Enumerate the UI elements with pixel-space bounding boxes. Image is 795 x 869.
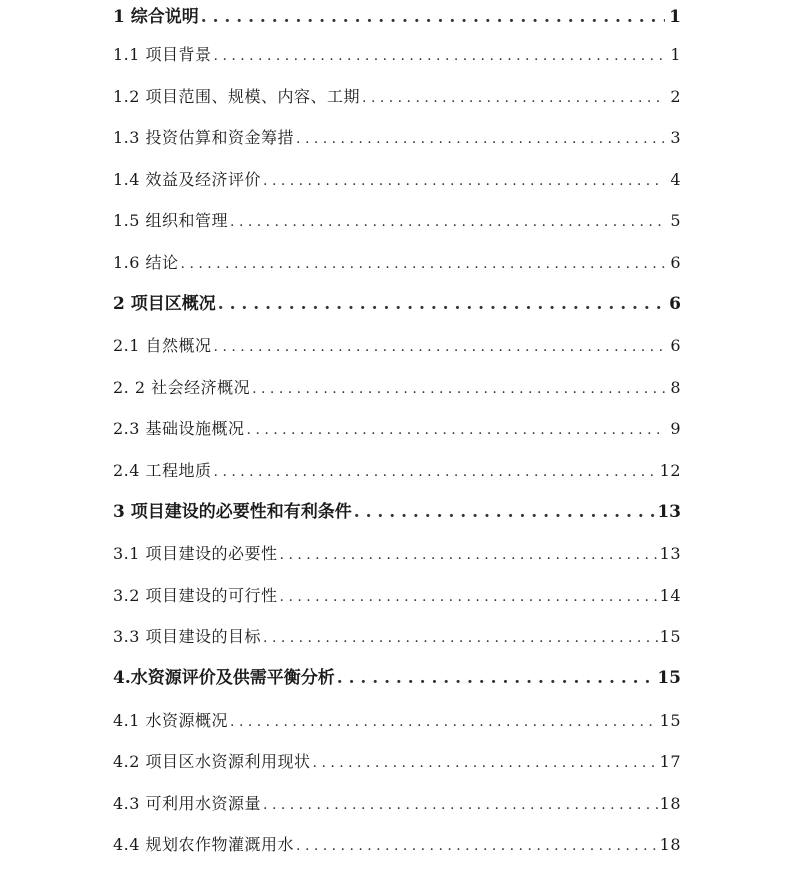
toc-entry-1-6[interactable] — [113, 242, 681, 284]
toc-entry-title: 3.3 项目建设的目标 — [113, 627, 262, 647]
toc-leader-dots — [263, 785, 658, 827]
toc-entry-title: 1.5 组织和管理 — [113, 211, 229, 231]
toc-leader-dots — [313, 743, 658, 785]
table-of-contents — [113, 0, 681, 866]
toc-entry-1-2[interactable] — [113, 76, 681, 118]
toc-leader-dots — [362, 78, 665, 120]
toc-entry-1-5[interactable] — [113, 200, 681, 242]
toc-page-number: 14 — [659, 585, 681, 605]
toc-entry-title: 3.2 项目建设的可行性 — [113, 585, 278, 605]
toc-page-number: 6 — [670, 336, 681, 356]
toc-page-number: 13 — [657, 501, 681, 522]
toc-entry-title: 2 项目区概况 — [113, 293, 216, 314]
toc-entry-title: 1.2 项目范围、规模、内容、工期 — [113, 86, 361, 106]
toc-page-number: 15 — [659, 710, 681, 730]
toc-entry-2-1[interactable] — [113, 325, 681, 367]
toc-leader-dots — [263, 618, 658, 660]
toc-entry-2-2[interactable] — [113, 367, 681, 409]
toc-entry-title: 2.1 自然概况 — [113, 336, 212, 356]
toc-entry-title: 2.4 工程地质 — [113, 460, 212, 480]
toc-leader-dots — [230, 202, 665, 244]
toc-entry-1-1[interactable] — [113, 34, 681, 76]
toc-page-number: 2 — [670, 86, 681, 106]
toc-leader-dots — [247, 410, 665, 452]
toc-entry-4-1[interactable] — [113, 700, 681, 742]
toc-page-number: 3 — [670, 128, 681, 148]
toc-page-number: 13 — [659, 544, 681, 564]
toc-page-number: 9 — [670, 419, 681, 439]
toc-entry-2-4[interactable] — [113, 450, 681, 492]
toc-page-number: 18 — [659, 793, 681, 813]
toc-entry-2-3[interactable] — [113, 408, 681, 450]
toc-page-number: 6 — [669, 293, 681, 314]
toc-entry-title: 1.4 效益及经济评价 — [113, 169, 262, 189]
toc-entry-1-4[interactable] — [113, 159, 681, 201]
toc-entry-title: 4.3 可利用水资源量 — [113, 793, 262, 813]
toc-page-number: 15 — [657, 667, 681, 688]
toc-leader-dots — [296, 826, 658, 868]
toc-page-number: 5 — [670, 211, 681, 231]
toc-entry-title: 2.3 基础设施概况 — [113, 419, 245, 439]
toc-entry-title: 3.1 项目建设的必要性 — [113, 544, 278, 564]
toc-entry-title: 4.4 规划农作物灌溉用水 — [113, 835, 295, 855]
toc-leader-dots — [214, 452, 658, 494]
toc-entry-title: 2. 2 社会经济概况 — [113, 377, 251, 397]
toc-leader-dots — [354, 492, 656, 534]
toc-page-number: 4 — [670, 169, 681, 189]
toc-entry-title: 3 项目建设的必要性和有利条件 — [113, 501, 352, 522]
toc-leader-dots — [296, 119, 665, 161]
toc-leader-dots — [252, 369, 665, 411]
toc-entry-4-2[interactable] — [113, 741, 681, 783]
toc-entry-title: 4.1 水资源概况 — [113, 710, 229, 730]
toc-entry-4[interactable] — [113, 658, 681, 700]
toc-entry-title: 4.水资源评价及供需平衡分析 — [113, 667, 335, 688]
toc-page-number: 1 — [669, 7, 681, 27]
toc-page-number: 6 — [670, 252, 681, 272]
toc-leader-dots — [214, 327, 665, 369]
toc-leader-dots — [230, 702, 658, 744]
toc-entry-title: 1.3 投资估算和资金筹措 — [113, 128, 295, 148]
toc-entry-title: 1.6 结论 — [113, 252, 179, 272]
toc-entry-3[interactable] — [113, 492, 681, 534]
toc-page-number: 15 — [659, 627, 681, 647]
toc-entry-title: 1 综合说明 — [113, 7, 199, 27]
toc-leader-dots — [218, 284, 665, 326]
toc-entry-2[interactable] — [113, 284, 681, 326]
toc-entry-3-3[interactable] — [113, 616, 681, 658]
toc-page-number: 18 — [659, 835, 681, 855]
toc-leader-dots — [280, 535, 658, 577]
toc-entry-1-3[interactable] — [113, 117, 681, 159]
toc-entry-title: 4.2 项目区水资源利用现状 — [113, 752, 311, 772]
toc-leader-dots — [214, 36, 665, 78]
toc-page-number: 12 — [659, 460, 681, 480]
toc-leader-dots — [201, 0, 665, 34]
toc-page-number: 8 — [670, 377, 681, 397]
toc-leader-dots — [337, 658, 656, 700]
toc-leader-dots — [181, 244, 665, 286]
toc-entry-4-3[interactable] — [113, 783, 681, 825]
toc-leader-dots — [280, 577, 658, 619]
toc-page-number: 17 — [659, 752, 681, 772]
toc-page-number: 1 — [670, 45, 681, 64]
toc-entry-title: 1.1 项目背景 — [113, 45, 212, 64]
toc-entry-1[interactable] — [113, 0, 681, 34]
toc-leader-dots — [263, 161, 665, 203]
toc-entry-3-1[interactable] — [113, 533, 681, 575]
toc-entry-4-4[interactable] — [113, 824, 681, 866]
toc-entry-3-2[interactable] — [113, 575, 681, 617]
